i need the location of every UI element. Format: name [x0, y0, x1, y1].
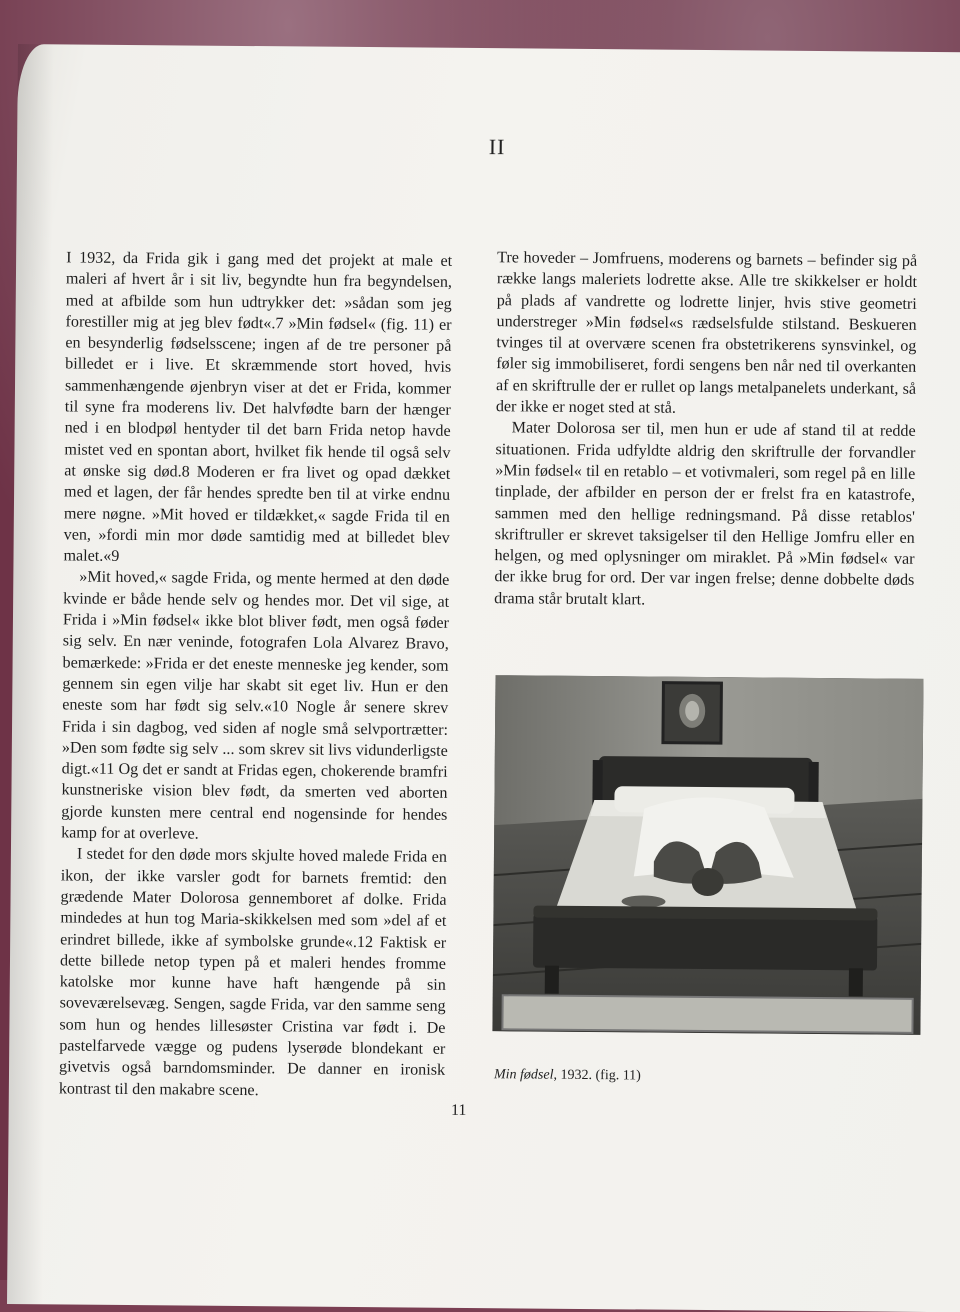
paragraph: Mater Dolorosa ser til, men hun er ude af stand til at redde situationen. Frida udfyldte aldrig den skriftrulle der forvandler »Min fødsel« til en retablo – et votivmaleri, som regel på en lille tinplade, der afbilder en person der er frelst fra en katastrofe, sammen med den hellige redningsmand. På disse retablos' skriftruller er skrevet taksigelser til den Hellige Jomfru eller en helgen, og med oplysninger om miraklet. På »Min fødsel« var der ikke brug for ord. Der var ingen frelse; denne dobbelte døds drama står brutalt klart. — [494, 419, 916, 609]
book-page — [7, 44, 960, 1312]
figure-caption — [494, 1067, 794, 1086]
chapter-number: II — [488, 134, 506, 160]
paragraph: I stedet for den døde mors skjulte hoved malede Frida en ikon, der ikke varsler godt for barnets fremtid: den grædende Mater Dolorosa gennemboret af dolke. Frida mindedes at hun tog Maria-skikkelsen med som »del af et erindret billede, ikke af symbolske grunde«.12 Faktisk er dette billede netop typen på et maleri hendes fromme katolske mor kunne have haft hængende på sin soveværelsevæg. Sengen, sagde Frida, var den samme seng som hun og hendes lillesøster Cristina var født i. De pastelfarvede vægge og pudens lyserøde blondekant er givetvis også barndomsminder. De danner en ironisk kontrast til den makabre scene. — [58, 845, 447, 1099]
caption-title: Min fødsel — [493, 1067, 554, 1083]
painting-image — [492, 675, 923, 1035]
right-text-column — [494, 247, 917, 613]
paragraph: »Mit hoved,« sagde Frida, og mente hermed at den døde kvinde er både hende selv og hendes mor. Det vil sige, at Frida i »Min fødsel« ikke blot bliver født, men også føder sig selv. En nær veninde, fotografen Lola Alvarez Bravo, bemærkede: »Frida er det eneste menneske jeg kender, som gennem sin egen vilje har skabt sit eget liv. Hun er den eneste som har født sig selv.«10 Nogle år senere skrev Frida i sin dagbog, ved siden af nogle små selvportrætter: »Den som fødte sig selv ... som skrev sit livs vidunderligste digt.«11 Og det er sandt at Fridas egen, chokerende bramfri kunstneriske vision blev født, da smerten ved aborten gjorde kunsten mere central end nogensinde for hendes kamp for at overleve. — [61, 569, 450, 843]
painting-illustration — [492, 675, 923, 1035]
left-text-column — [59, 247, 452, 1102]
paragraph: Tre hoveder – Jomfruens, moderens og barnets – befinder sig på række langs maleriets lodrette akse. Alle tre skikkelser er holdt på plads af vandrette og lodrette linjer, hvis stive geometri understreger »Min fødsel«s rædselsfulde stilstand. Beskueren tvinges til at overvære scenen fra obstetrikerens synsvinkel, og føler sig immobiliseret, fordi sengens ben når ned til overkanten af en skriftrulle der er rullet op langs metalpanelets underkant, så der ikke er noget sted at stå. — [495, 249, 918, 417]
page-number: 11 — [450, 1101, 467, 1119]
paragraph: I 1932, da Frida gik i gang med det projekt at male et maleri af hvert år i sit liv, begyndte hun fra begyndelsen, med at afbilde som hun udtrykker det: »sådan som jeg forestiller mig at jeg blev født«.7 »Min fødsel« (fig. 11) er en besynderlig fødselsscene; ingen af de tre personer på billedet er i live. Et skræmmende stort hoved, hvis sammenhængende øjenbryn viser at det er Frida, kommer til syne fra moderens liv. Det halvfødte barn der hænger ned i en blodpøl hentyder til det barn Frida netop havde mistet ved en spontan abort, hvilket fik hende til også selv at ønske sig død.8 Moderen er fra livet og opad dækket med et lagen, der får hendes spredte ben til at virke endnu mere nøgne. »Mit hoved er tildækket,« sagde Frida til en ven, »fordi min mor døde samtidig med at billedet blev malet.«9 — [63, 249, 453, 566]
caption-details: , 1932. (fig. 11) — [553, 1067, 641, 1084]
